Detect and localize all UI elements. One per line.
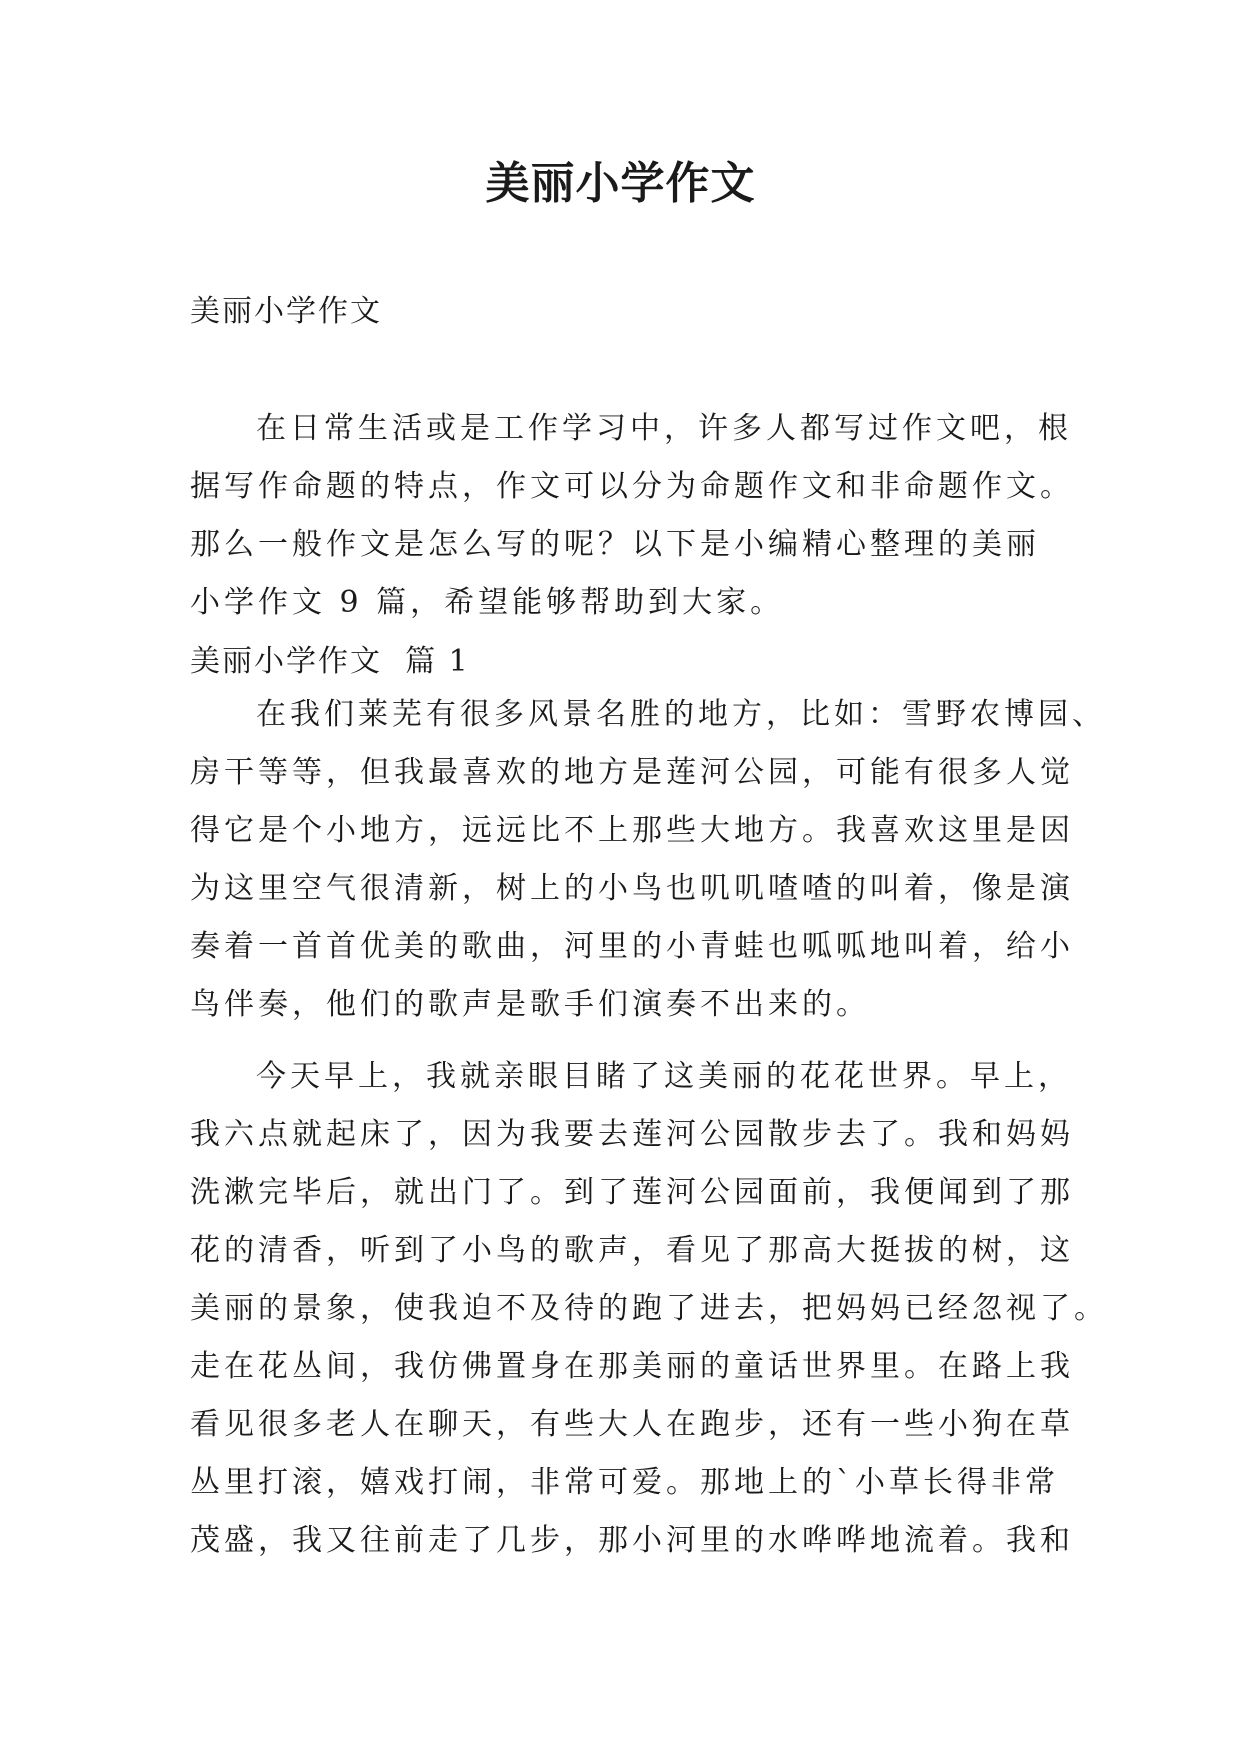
paragraph-2: [190, 1048, 1108, 1570]
paragraph-line: 为这里空气很清新，树上的小鸟也叽叽喳喳的叫着，像是演: [190, 871, 1074, 906]
intro-line: 在日常生活或是工作学习中，许多人都写过作文吧，根: [256, 411, 1072, 446]
paragraph-line: 今天早上，我就亲眼目睹了这美丽的花花世界。早上，: [256, 1059, 1072, 1094]
intro-line: 那么一般作文是怎么写的呢？以下是小编精心整理的美丽: [190, 527, 1040, 562]
paragraph-line: 美丽的景象，使我迫不及待的跑了进去，把妈妈已经忽视了。: [190, 1291, 1108, 1326]
paragraph-line: 花的清香，听到了小鸟的歌声，看见了那高大挺拔的树，这: [190, 1233, 1074, 1268]
paragraph-line: 走在花丛间，我仿佛置身在那美丽的童话世界里。在路上我: [190, 1349, 1074, 1384]
paragraph-line: 奏着一首首优美的歌曲，河里的小青蛙也呱呱地叫着，给小: [190, 929, 1074, 964]
paragraph-line: 茂盛，我又往前走了几步，那小河里的水哗哗地流着。我和: [190, 1523, 1074, 1558]
paragraph-line: 丛里打滚，嬉戏打闹，非常可爱。那地上的`小草长得非常: [190, 1465, 1059, 1500]
intro-paragraph: [190, 400, 1074, 632]
section-heading: 美丽小学作文 篇 1: [190, 644, 470, 679]
paragraph-line: 房干等等，但我最喜欢的地方是莲河公园，可能有很多人觉: [190, 755, 1074, 790]
document-title: 美丽小学作文: [485, 158, 756, 209]
paragraph-line: 看见很多老人在聊天，有些大人在跑步，还有一些小狗在草: [190, 1407, 1074, 1442]
paragraph-line: 在我们莱芜有很多风景名胜的地方，比如：雪野农博园、: [256, 697, 1106, 732]
paragraph-line: 我六点就起床了，因为我要去莲河公园散步去了。我和妈妈: [190, 1117, 1074, 1152]
paragraph-1: [190, 686, 1106, 1034]
paragraph-line: 洗漱完毕后，就出门了。到了莲河公园面前，我便闻到了那: [190, 1175, 1074, 1210]
paragraph-line: 得它是个小地方，远远比不上那些大地方。我喜欢这里是因: [190, 813, 1074, 848]
paragraph-line: 鸟伴奏，他们的歌声是歌手们演奏不出来的。: [190, 987, 870, 1022]
intro-line: 据写作命题的特点，作文可以分为命题作文和非命题作文。: [190, 469, 1074, 504]
intro-line: 小学作文 9 篇，希望能够帮助到大家。: [190, 585, 785, 620]
document-subtitle: 美丽小学作文: [190, 294, 382, 329]
